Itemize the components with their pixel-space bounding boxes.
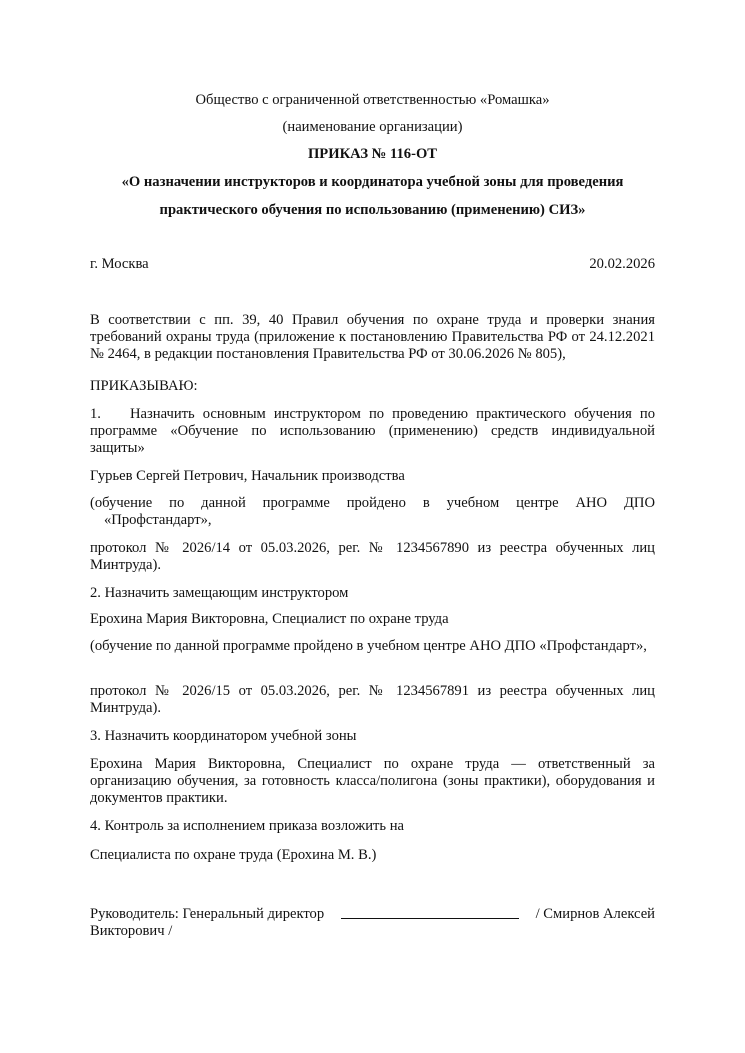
item1-person: Гурьев Сергей Петрович, Начальник производства	[90, 468, 405, 484]
signature-line	[341, 906, 519, 919]
place-date-row	[90, 256, 655, 273]
document-page	[90, 0, 655, 1053]
item4-heading: 4. Контроль за исполнением приказа возложить на	[90, 818, 404, 834]
item2-heading: 2. Назначить замещающим инструктором	[90, 585, 349, 601]
item1-protocol: протокол № 2026/14 от 05.03.2026, рег. № 1234567890 из реестра обученных лиц Минтруда).	[90, 540, 655, 573]
item3-heading: 3. Назначить координатором учебной зоны	[90, 728, 357, 744]
signatory-name-part2: Викторович /	[90, 923, 173, 939]
order-word: ПРИКАЗЫВАЮ:	[90, 378, 198, 394]
item3-text: Ерохина Мария Викторовна, Специалист по охране труда — ответственный за организацию обучения, за готовность класса/полигона (зоны практики), оборудования и документов практики.	[90, 756, 655, 806]
organization-name: Общество с ограниченной ответственностью «Ромашка»	[195, 92, 550, 108]
item1-text: Назначить основным инструктором по проведению практического обучения по программе «Обучение по использованию (применению) средств индивидуальной защиты»	[90, 406, 655, 456]
item1-number: 1.	[90, 406, 101, 422]
preamble-paragraph: В соответствии с пп. 39, 40 Правил обучения по охране труда и проверки знания требований охраны труда (приложение к постановлению Правительства РФ от 24.12.2021 № 2464, в редакции постановления Правительства РФ от 30.06.2026 № 805),	[90, 312, 655, 362]
signature-block	[90, 906, 655, 940]
item1-training-line2: «Профстандарт»,	[104, 512, 212, 528]
order-subject-line2: практического обучения по использованию (применению) СИЗ»	[159, 202, 586, 218]
item2-protocol: протокол № 2026/15 от 05.03.2026, рег. № 1234567891 из реестра обученных лиц Минтруда).	[90, 683, 655, 716]
order-title: ПРИКАЗ № 116-ОТ	[307, 146, 438, 162]
city: г. Москва	[90, 256, 149, 272]
organization-caption: (наименование организации)	[282, 119, 463, 135]
order-date: 20.02.2026	[589, 256, 655, 272]
item4-person: Специалиста по охране труда (Ерохина М. В.)	[90, 847, 377, 863]
signature-row	[90, 906, 655, 923]
item2-person: Ерохина Мария Викторовна, Специалист по охране труда	[90, 611, 449, 627]
item1-paragraph	[90, 406, 655, 457]
signatory-role: Руководитель: Генеральный директор	[90, 906, 325, 922]
signatory-name-part1: / Смирнов Алексей	[535, 906, 655, 922]
item1-training-line1: (обучение по данной программе пройдено в учебном центре АНО ДПО	[90, 495, 655, 511]
item1-training	[90, 495, 655, 529]
order-subject-line1: «О назначении инструкторов и координатора учебной зоны для проведения	[121, 174, 624, 190]
item2-training: (обучение по данной программе пройдено в учебном центре АНО ДПО «Профстандарт»,	[90, 638, 647, 654]
